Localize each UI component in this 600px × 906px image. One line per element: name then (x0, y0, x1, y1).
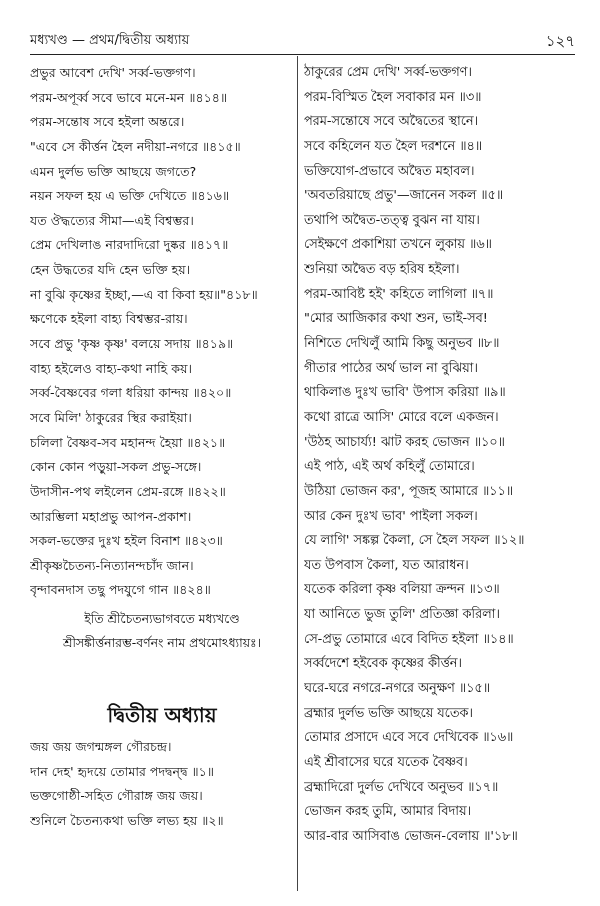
verse-line: শুনিয়া অদ্বৈত বড় হরিষ হইলা। (304, 262, 460, 278)
verse-line: পরম-আবিষ্ট হই' কহিতে লাগিলা ॥৭॥ (304, 286, 494, 302)
verse-line: আর-বার আসিবাঙ ভোজন-বেলায় ॥'১৮॥ (304, 828, 518, 844)
verse-line: চলিলা বৈষ্ণব-সব মহানন্দ হৈয়া ॥৪২১॥ (30, 434, 226, 450)
verse-line: উদাসীন-পথ লইলেন প্রেম-রঙ্গে ॥৪২২॥ (30, 483, 226, 499)
verse-line: সে-প্রভু তোমারে এবে বিদিত হইলা ॥১৪॥ (304, 631, 514, 647)
verse-line: কথো রাত্রে আসি' মোরে বলে একজন। (304, 409, 499, 425)
verse-line: উঠিয়া ভোজন কর', পূজহ আমারে ॥১১॥ (304, 483, 514, 499)
verse-line: বৃন্দাবনদাস তছু পদযুগে গান ॥৪২৪॥ (30, 582, 211, 598)
right-column (304, 61, 574, 850)
verse-line: 'অবতরিয়াছে প্রভু'—জানেন সকল ॥৫॥ (304, 188, 504, 204)
verse-line: সেইক্ষণে প্রকাশিয়া তখনে লুকায় ॥৬॥ (304, 237, 492, 253)
verse-line: জয় জয় জগন্মঙ্গল গৌরচন্দ্র। (30, 739, 172, 754)
verse-line: নিশিতে দেখিলুঁ আমি কিছু অনুভব ॥৮॥ (304, 336, 500, 352)
verse-line: পরম-অপূর্ব্ব সবে ভাবে মনে-মন ॥৪১৪॥ (30, 89, 228, 105)
verse-line: সবে কহিলেন যত হৈল দরশনে ॥৪॥ (304, 138, 483, 154)
verse-line: সর্ব্বদেশে হইবেক কৃষ্ণের কীর্ত্তন। (304, 656, 462, 672)
verse-line: হেন উদ্ধতের যদি হেন ভক্তি হয়। (30, 262, 191, 278)
verse-line: যত ঔদ্ধত্যের সীমা—এই বিশ্বম্ভর। (30, 212, 194, 228)
verse-line: ব্রহ্মার দুর্লভ ভক্তি আছয়ে যতেক। (304, 705, 473, 721)
verse-line: "মোর আজিকার কথা শুন, ভাই-সব! (304, 311, 488, 327)
verse-line: এই পাঠ, এই অর্থ কহিলুঁ তোমারে। (304, 459, 475, 475)
verse-line: পরম-বিস্মিত হৈল সবাকার মন ॥৩॥ (304, 89, 482, 105)
verse-line: যতেক করিলা কৃষ্ণ বলিয়া ক্রন্দন ॥১৩॥ (304, 582, 500, 598)
verse-line: ঠাকুরের প্রেম দেখি' সর্ব্ব-ভক্তগণ। (304, 65, 472, 80)
verse-line: দান দেহ' হৃদয়ে তোমার পদদ্বন্দ্ব ॥১॥ (30, 763, 214, 779)
colophon-line-1: ইতি শ্রীচৈতন্যভাগবতে মধ্যখণ্ডে (84, 611, 240, 626)
verse-line: তথাপি অদ্বৈত-তত্ত্ব বুঝন না যায়। (304, 212, 480, 228)
verse-line: ভক্তগোষ্ঠী-সহিত গৌরাঙ্গ জয় জয়। (30, 788, 203, 803)
verse-line: যে লাগি' সঙ্কল্প কৈলা, সে হৈল সফল ॥১২॥ (304, 533, 525, 549)
verse-line: না বুঝি কৃষ্ণের ইচ্ছা,—এ বা কিবা হয়॥"৪১৮॥ (30, 286, 258, 302)
verse-line: আরম্ভিলা মহাপ্রভু আপন-প্রকাশ। (30, 508, 192, 524)
page-header (30, 30, 575, 52)
verse-line: সর্ব্ব-বৈষ্ণবের গলা ধরিয়া কান্দয় ॥৪২০॥ (30, 385, 232, 401)
left-column (30, 61, 294, 603)
running-title: মধ্যখণ্ড — প্রথম/দ্বিতীয় অধ্যায় (30, 33, 190, 48)
colophon-line-2: শ্রীসঙ্কীর্ত্তনারম্ভ-বর্ণনং নাম প্রথমোঽধ্যায়ঃ। (62, 635, 262, 650)
verse-line: এমন দুর্লভ ভক্তি আছয়ে জগতে? (30, 163, 197, 179)
page-number: ১২৭ (545, 32, 575, 50)
verse-line: কোন কোন পড়ুয়া-সকল প্রভু-সঙ্গে। (30, 459, 202, 475)
header-rule (30, 54, 575, 55)
verse-line: প্রভুর আবেশ দেখি' সর্ব্ব-ভক্তগণ। (30, 65, 196, 80)
verse-line: সবে মিলি' ঠাকুরের স্থির করাইয়া। (30, 409, 192, 425)
verse-line: যত উপবাস কৈলা, যত আরাধন। (304, 557, 469, 573)
verse-line: "এবে সে কীর্ত্তন হৈল নদীয়া-নগরে ॥৪১৫॥ (30, 138, 241, 154)
verse-line: শুনিলে চৈতন্যকথা ভক্তি লভ্য হয় ॥২॥ (30, 812, 224, 828)
verse-line: তোমার প্রসাদে এবে সবে দেখিবেক ॥১৬॥ (304, 730, 514, 746)
verse-line: ভক্তিযোগ-প্রভাবে অদ্বৈত মহাবল। (304, 163, 475, 179)
chapter-title: দ্বিতীয় অধ্যায় (107, 703, 217, 727)
verse-line: পরম-সন্তোষে সবে অদ্বৈতের স্থানে। (304, 114, 479, 130)
verse-line: থাকিলাঙ দুঃখ ভাবি' উপাস করিয়া ॥৯॥ (304, 385, 506, 401)
second-chapter-verses (30, 735, 294, 833)
verse-line: আর কেন দুঃখ ভাব' পাইলা সকল। (304, 508, 478, 524)
verse-line: পরম-সন্তোষ সবে হইলা অন্তরে। (30, 114, 185, 130)
verse-line: এই শ্রীবাসের ঘরে যতেক বৈষ্ণব। (304, 754, 468, 770)
verse-line: যা আনিতে ভুজ তুলি' প্রতিজ্ঞা করিলা। (304, 607, 500, 623)
verse-line: নয়ন সফল হয় এ ভক্তি দেখিতে ॥৪১৬॥ (30, 188, 230, 204)
verse-line: গীতার পাঠের অর্থ ভাল না বুঝিয়া। (304, 360, 478, 376)
verse-line: প্রেম দেখিলাঙ নারদাদিরো দুষ্কর ॥৪১৭॥ (30, 237, 229, 253)
verse-line: ব্রহ্মাদিরো দুর্লভ দেখিবে অনুভব ॥১৭॥ (304, 779, 499, 795)
column-divider (297, 56, 298, 891)
verse-line: শ্রীকৃষ্ণচৈতন্য-নিত্যানন্দচাঁদ জান। (30, 557, 194, 573)
verse-line: ক্ষণেকে হইলা বাহ্য বিশ্বম্ভর-রায়। (30, 311, 188, 327)
verse-line: 'উঠহ আচার্য্য! ঝাট করহ ভোজন ॥১০॥ (304, 434, 505, 450)
verse-line: সবে প্রভু 'কৃষ্ণ কৃষ্ণ' বলয়ে সদায় ॥৪১৯॥ (30, 336, 234, 352)
verse-line: ঘরে-ঘরে নগরে-নগরে অনুক্ষণ ॥১৫॥ (304, 681, 490, 697)
verse-line: সকল-ভক্তের দুঃখ হইল বিনাশ ॥৪২৩॥ (30, 533, 223, 549)
verse-line: বাহ্য হইলেও বাহ্য-কথা নাহি কয়। (30, 360, 193, 376)
verse-line: ভোজন করহ তুমি, আমার বিদায়। (304, 804, 472, 820)
